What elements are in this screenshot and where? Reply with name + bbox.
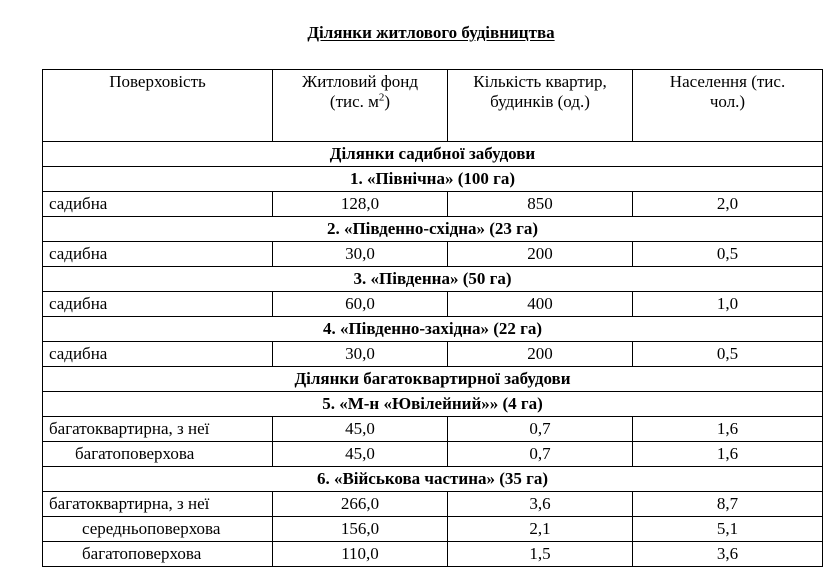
storeys-cell: багатоквартирна, з неї xyxy=(43,492,273,517)
plot-heading: 6. «Військова частина» (35 га) xyxy=(43,467,823,492)
table-row xyxy=(43,492,823,517)
housing-fund-cell: 128,0 xyxy=(273,192,448,217)
apartments-cell: 850 xyxy=(448,192,633,217)
apartments-cell: 200 xyxy=(448,342,633,367)
storeys-cell: багатоповерхова xyxy=(43,542,273,567)
table-row xyxy=(43,192,823,217)
apartments-cell: 2,1 xyxy=(448,517,633,542)
storeys-cell: середньоповерхова xyxy=(43,517,273,542)
population-cell: 1,0 xyxy=(633,292,823,317)
header-housing-fund-close: ) xyxy=(384,92,391,111)
housing-table xyxy=(42,69,823,567)
header-population xyxy=(633,70,823,142)
plot-heading-row xyxy=(43,392,823,417)
apartments-cell: 0,7 xyxy=(448,417,633,442)
storeys-cell: садибна xyxy=(43,242,273,267)
storeys-cell: садибна xyxy=(43,342,273,367)
apartments-cell: 3,6 xyxy=(448,492,633,517)
plot-heading-row xyxy=(43,267,823,292)
header-population-line2: чол.) xyxy=(709,92,746,111)
header-apartments-line2: будинків (од.) xyxy=(490,92,590,111)
apartments-cell: 0,7 xyxy=(448,442,633,467)
section-row xyxy=(43,367,823,392)
plot-heading: 5. «М-н «Ювілейний»» (4 га) xyxy=(43,392,823,417)
population-cell: 1,6 xyxy=(633,417,823,442)
plot-heading-row xyxy=(43,167,823,192)
apartments-cell: 400 xyxy=(448,292,633,317)
housing-fund-cell: 266,0 xyxy=(273,492,448,517)
plot-heading-row xyxy=(43,217,823,242)
header-storeys-label: Поверховість xyxy=(109,72,206,91)
header-storeys xyxy=(43,70,273,142)
population-cell: 0,5 xyxy=(633,242,823,267)
population-cell: 8,7 xyxy=(633,492,823,517)
population-cell: 5,1 xyxy=(633,517,823,542)
table-header-row xyxy=(43,70,823,142)
section-row xyxy=(43,142,823,167)
plot-heading: 1. «Північна» (100 га) xyxy=(43,167,823,192)
plot-heading-row xyxy=(43,317,823,342)
table-row xyxy=(43,242,823,267)
storeys-cell: садибна xyxy=(43,292,273,317)
housing-fund-cell: 30,0 xyxy=(273,242,448,267)
plot-heading: 4. «Південно-західна» (22 га) xyxy=(43,317,823,342)
housing-fund-cell: 110,0 xyxy=(273,542,448,567)
population-cell: 0,5 xyxy=(633,342,823,367)
header-housing-fund-line2: (тис. м xyxy=(329,92,379,111)
housing-fund-cell: 45,0 xyxy=(273,417,448,442)
housing-fund-cell: 60,0 xyxy=(273,292,448,317)
document-title: Ділянки житлового будівництва xyxy=(307,23,555,42)
population-cell: 3,6 xyxy=(633,542,823,567)
housing-fund-cell: 30,0 xyxy=(273,342,448,367)
header-apartments-count xyxy=(448,70,633,142)
header-housing-fund-sup: 2 xyxy=(378,91,385,104)
table-row xyxy=(43,342,823,367)
housing-fund-cell: 156,0 xyxy=(273,517,448,542)
storeys-cell: багатоквартирна, з неї xyxy=(43,417,273,442)
header-apartments-line1: Кількість квартир, xyxy=(473,72,607,91)
plot-heading: 2. «Південно-східна» (23 га) xyxy=(43,217,823,242)
header-housing-fund xyxy=(273,70,448,142)
storeys-cell: садибна xyxy=(43,192,273,217)
plot-heading: 3. «Південна» (50 га) xyxy=(43,267,823,292)
header-housing-fund-line1: Житловий фонд xyxy=(301,72,419,91)
header-population-line1: Населення (тис. xyxy=(669,72,786,91)
storeys-cell: багатоповерхова xyxy=(43,442,273,467)
table-row xyxy=(43,442,823,467)
table-row xyxy=(43,517,823,542)
apartments-cell: 200 xyxy=(448,242,633,267)
section-heading: Ділянки багатоквартирної забудови xyxy=(43,367,823,392)
table-row xyxy=(43,292,823,317)
population-cell: 1,6 xyxy=(633,442,823,467)
apartments-cell: 1,5 xyxy=(448,542,633,567)
table-row xyxy=(43,417,823,442)
section-heading: Ділянки садибної забудови xyxy=(43,142,823,167)
plot-heading-row xyxy=(43,467,823,492)
table-row xyxy=(43,542,823,567)
population-cell: 2,0 xyxy=(633,192,823,217)
housing-fund-cell: 45,0 xyxy=(273,442,448,467)
